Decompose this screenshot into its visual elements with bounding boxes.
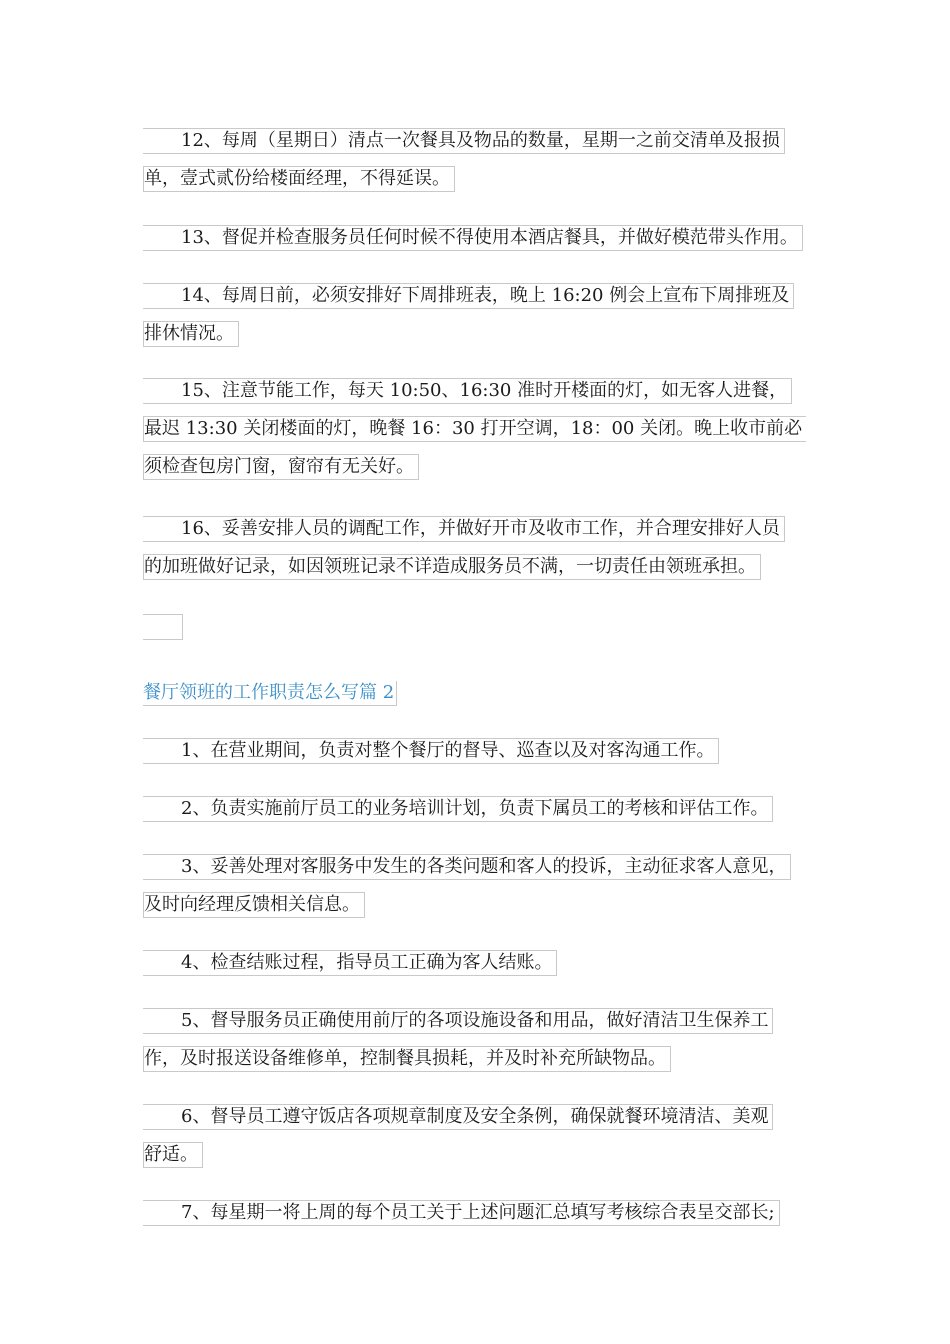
- paragraph-item-16: [143, 510, 806, 586]
- paragraph-line: 15、注意节能工作，每天 10:50、16:30 准时开楼面的灯，如无客人进餐，: [143, 378, 792, 404]
- paragraph-line: 6、督导员工遵守饭店各项规章制度及安全条例，确保就餐环境清洁、美观: [143, 1104, 773, 1130]
- paragraph-item-13: [143, 219, 806, 257]
- paragraph-line: 5、督导服务员正确使用前厅的各项设施设备和用品，做好清洁卫生保养工: [143, 1008, 773, 1034]
- paragraph-item-7: [143, 1194, 806, 1232]
- paragraph-line: 12、每周（星期日）清点一次餐具及物品的数量，星期一之前交清单及报损: [143, 128, 785, 154]
- paragraph-item-2: [143, 790, 806, 828]
- paragraph-item-12: [143, 122, 806, 198]
- section-heading: [143, 674, 397, 712]
- paragraph-item-5: [143, 1002, 806, 1078]
- paragraph-line: 16、妥善安排人员的调配工作，并做好开市及收市工作，并合理安排好人员: [143, 516, 785, 542]
- paragraph-line: 3、妥善处理对客服务中发生的各类问题和客人的投诉，主动征求客人意见，: [143, 854, 791, 880]
- paragraph-line: 及时向经理反馈相关信息。: [143, 892, 365, 918]
- paragraph-line: 须检查包房门窗，窗帘有无关好。: [143, 454, 419, 480]
- paragraph-item-14: [143, 277, 806, 353]
- paragraph-line: 的加班做好记录，如因领班记录不详造成服务员不满，一切责任由领班承担。: [143, 554, 761, 580]
- paragraph-line: 14、每周日前，必须安排好下周排班表，晚上 16:20 例会上宣布下周排班及: [143, 283, 794, 309]
- paragraph-item-1: [143, 732, 806, 770]
- section-heading-text: 餐厅领班的工作职责怎么写篇 2: [143, 681, 397, 706]
- paragraph-line: 1、在营业期间，负责对整个餐厅的督导、巡查以及对客沟通工作。: [143, 738, 719, 764]
- paragraph-line: 4、检查结账过程，指导员工正确为客人结账。: [143, 950, 557, 976]
- paragraph-line: 最迟 13:30 关闭楼面的灯，晚餐 16：30 打开空调，18：00 关闭。晚上收市前必: [143, 416, 806, 442]
- paragraph-line: 排休情况。: [143, 321, 239, 347]
- paragraph-line: 舒适。: [143, 1142, 203, 1168]
- empty-text-box: [143, 614, 183, 640]
- paragraph-line: 单，壹式贰份给楼面经理，不得延误。: [143, 166, 455, 192]
- paragraph-line: 13、督促并检查服务员任何时候不得使用本酒店餐具，并做好模范带头作用。: [143, 225, 803, 251]
- paragraph-item-4: [143, 944, 806, 982]
- paragraph-line: 2、负责实施前厅员工的业务培训计划，负责下属员工的考核和评估工作。: [143, 796, 773, 822]
- paragraph-line: 作，及时报送设备维修单，控制餐具损耗，并及时补充所缺物品。: [143, 1046, 671, 1072]
- paragraph-line: 7、每星期一将上周的每个员工关于上述问题汇总填写考核综合表呈交部长;: [143, 1200, 780, 1226]
- paragraph-item-3: [143, 848, 806, 924]
- paragraph-item-6: [143, 1098, 806, 1174]
- paragraph-item-15: [143, 372, 806, 486]
